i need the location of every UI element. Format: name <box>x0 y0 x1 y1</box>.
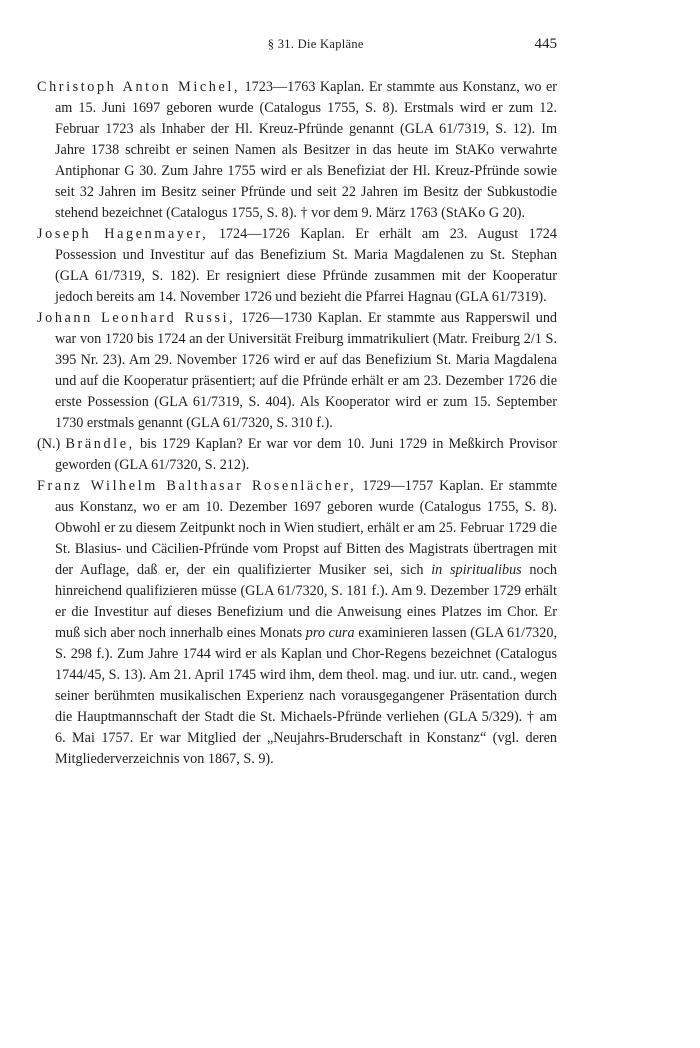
entry-text: 1729—1757 Kaplan. Er stammte aus Konstanz, wo er am 10. Dezember 1697 geboren wurde (Catalogus 1755, S. 8). Obwohl er zu diesem Zeitpunkt noch in Wien studiert, erhält er am 25. Februar 1729 die St. Blasius- und Cäcilien-Pfründe vom Propst auf Bitten des Magistrats übertragen mit der Auflage, daß er, der ein qualifizierter Musiker sei, sich <box>55 478 557 578</box>
entry-1 <box>37 224 557 308</box>
entry-italic-text: in spiritualibus <box>431 562 522 578</box>
entry-4 <box>37 476 557 770</box>
entry-italic-text: pro cura <box>305 625 355 641</box>
entry-text: examinieren lassen (GLA 61/7320, S. 298 f.). Zum Jahre 1744 wird er als Kaplan und Chor-Regens bezeichnet (Catalogus 1744/45, S. 13). Am 21. April 1745 wird ihm, dem theol. mag. und iur. utr. cand., wegen seiner berühmten musikalischen Experienz nach vorausgegangener Präsentation durch die Hauptmannschaft der Stadt die St. Michaels-Pfründe verliehen (GLA 5/329). † am 6. Mai 1757. Er war Mitglied der „Neujahrs-Bruderschaft in Konstanz“ (vgl. deren Mitgliederverzeichnis von 1867, S. 9). <box>55 625 557 767</box>
entry-name: Johann Leonhard Russi, <box>37 310 236 326</box>
entry-name: Joseph Hagenmayer, <box>37 226 209 242</box>
entry-prefix: (N.) <box>37 436 66 452</box>
entry-3 <box>37 434 557 476</box>
body-text <box>37 77 557 770</box>
entry-text: 1724—1726 Kaplan. Er erhält am 23. August 1724 Possession und Investitur auf das Benefizium St. Maria Magdalenen zu St. Stephan (GLA 61/7319, S. 182). Er resigniert diese Pfründe zusammen mit der Kooperatur jedoch bereits am 14. November 1726 und bezieht die Pfarrei Hagnau (GLA 61/7319). <box>55 226 557 305</box>
entry-text: 1723—1763 Kaplan. Er stammte aus Konstanz, wo er am 15. Juni 1697 geboren wurde (Catalogus 1755, S. 8). Erstmals wird er zum 12. Februar 1723 als Inhaber der Hl. Kreuz-Pfründe genannt (GLA 61/7319, S. 12). Im Jahre 1738 schreibt er seinen Namen als Besitzer in das heute im StAKo verwahrte Antiphonar G 30. Zum Jahre 1755 wird er als Benefiziat der Hl. Kreuz-Pfründe sowie seit 32 Jahren im Besitz seiner Pfründe und seit 22 Jahren im Besitz der Subkustodie stehend bezeichnet (Catalogus 1755, S. 8). † vor dem 9. März 1763 (StAKo G 20). <box>55 79 557 221</box>
entry-text: bis 1729 Kaplan? Er war vor dem 10. Juni 1729 in Meßkirch Provisor geworden (GLA 61/7320, S. 212). <box>55 436 557 473</box>
page-number: 445 <box>534 36 557 52</box>
running-title: § 31. Die Kapläne <box>267 37 364 51</box>
entry-name: Brändle, <box>65 436 135 452</box>
entry-name: Christoph Anton Michel, <box>37 79 241 95</box>
entry-name: Franz Wilhelm Balthasar Rosenlächer, <box>37 478 357 494</box>
entry-text: noch hinreichend qualifizieren müsse (GLA 61/7320, S. 181 f.). Am 9. Dezember 1729 erhält er die Investitur auf dieses Benefizium und die Anweisung eines Platzes im Chor. Er muß sich aber noch innerhalb eines Monats <box>55 562 557 641</box>
running-head <box>37 36 557 62</box>
entry-2 <box>37 308 557 434</box>
entry-text: 1726—1730 Kaplan. Er stammte aus Rapperswil und war von 1720 bis 1724 an der Universität Freiburg immatrikuliert (Matr. Freiburg 2/1 S. 395 Nr. 23). Am 29. November 1726 wird er auf das Benefizium St. Maria Magdalena und auf die Kooperatur präsentiert; auf die Pfründe erhält er am 23. Dezember 1726 die erste Possession (GLA 61/7319, S. 404). Als Kooperator wird er zum 15. September 1730 erstmals genannt (GLA 61/7320, S. 310 f.). <box>55 310 558 431</box>
entry-0 <box>37 77 557 224</box>
